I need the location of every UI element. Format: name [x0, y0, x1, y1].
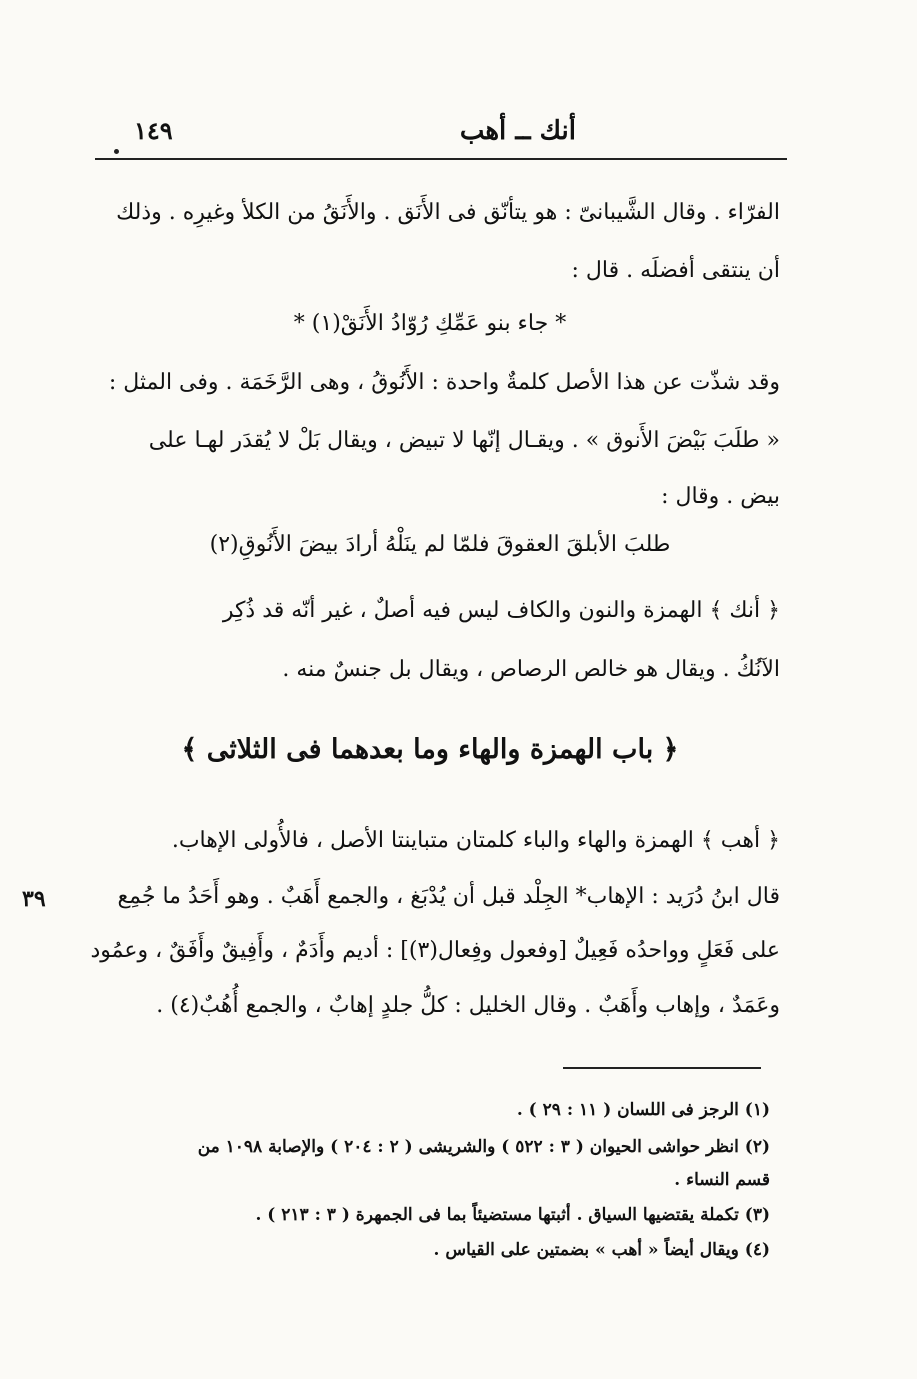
footnote-4: (٤) ويقال أيضاً « أهب » بضمتين على القياس . [433, 1240, 770, 1260]
body-line-1: الفرّاء . وقال الشَّيبانىّ : هو يتأنّق فى الأَنَق . والأَنَقُ من الكلأ وغيرِه . وذلك [116, 200, 780, 225]
body-line-9: قال ابنُ دُرَيد : الإهاب* الجِلْد قبل أن يُدْبَغ ، والجمع أَهَبٌ . وهو أَحَدُ ما جُمِع [117, 884, 780, 909]
margin-number: ٣٩ [22, 886, 46, 912]
page-header [96, 112, 786, 152]
page-number: ١٤٩ [134, 116, 173, 145]
body-line-5: بيض . وقال : [661, 484, 780, 509]
body-line-11: وعَمَدٌ ، وإهاب وأَهَبٌ . وقال الخليل : كلُّ جلدٍ إهابٌ ، والجمع أُهُبٌ(٤) . [156, 993, 780, 1018]
header-rule [95, 158, 787, 160]
verse-1: * جاء بنو عَمِّكِ رُوّادُ الأَنَقْ(١) * [293, 311, 567, 336]
body-line-7: الآنُكُ . ويقال هو خالص الرصاص ، ويقال بل جنسٌ منه . [282, 657, 780, 682]
section-heading: ﴿ باب الهمزة والهاء وما بعدهما فى الثلاثى ﴾ [181, 734, 679, 765]
body-line-4: « طلَبَ بَيْضَ الأَنوق » . ويقـال إنّها لا تبيض ، ويقال بَلْ لا يُقدَر لهـا على [148, 428, 780, 453]
header-dot [114, 149, 119, 154]
body-line-10: على فَعَلٍ وواحدُه فَعِيلٌ [وفعول وفِعال(٣)] : أديم وأَدَمٌ ، وأَفِيقٌ وأَفَقٌ ، وعمُود [90, 938, 780, 963]
body-line-3: وقد شذّت عن هذا الأصل كلمةٌ واحدة : الأَنُوقُ ، وهى الرَّخَمَة . وفى المثل : [108, 370, 780, 395]
footnote-2: (٢) انظر حواشى الحيوان ( ٣ : ٥٢٢ ) والشريشى ( ٢ : ٢٠٤ ) والإصابة ١٠٩٨ من [197, 1137, 770, 1157]
footnote-1: (١) الرجز فى اللسان ( ١١ : ٢٩ ) . [516, 1100, 770, 1120]
footnote-rule [563, 1067, 761, 1069]
entry-anak: ﴿ أنك ﴾ الهمزة والنون والكاف ليس فيه أصلٌ ، غير أنّه قد ذُكِر [222, 598, 780, 623]
footnote-2-cont: قسم النساء . [674, 1170, 770, 1190]
verse-2: طلبَ الأبلقَ العقوقَ فلمّا لم ينَلْهُ أرادَ بيضَ الأَنُوقِ(٢) [209, 532, 671, 557]
footnote-3: (٣) تكملة يقتضيها السياق . أثبتها مستضيئاً بما فى الجمهرة ( ٣ : ٢١٣ ) . [255, 1205, 770, 1225]
body-line-2: أن ينتقى أفضلَه . قال : [571, 258, 780, 283]
running-title: أنك ــ أهب [459, 116, 576, 146]
entry-ahab: ﴿ أهب ﴾ الهمزة والهاء والباء كلمتان متباينتا الأصل ، فالأُولى الإهاب. [171, 828, 780, 853]
